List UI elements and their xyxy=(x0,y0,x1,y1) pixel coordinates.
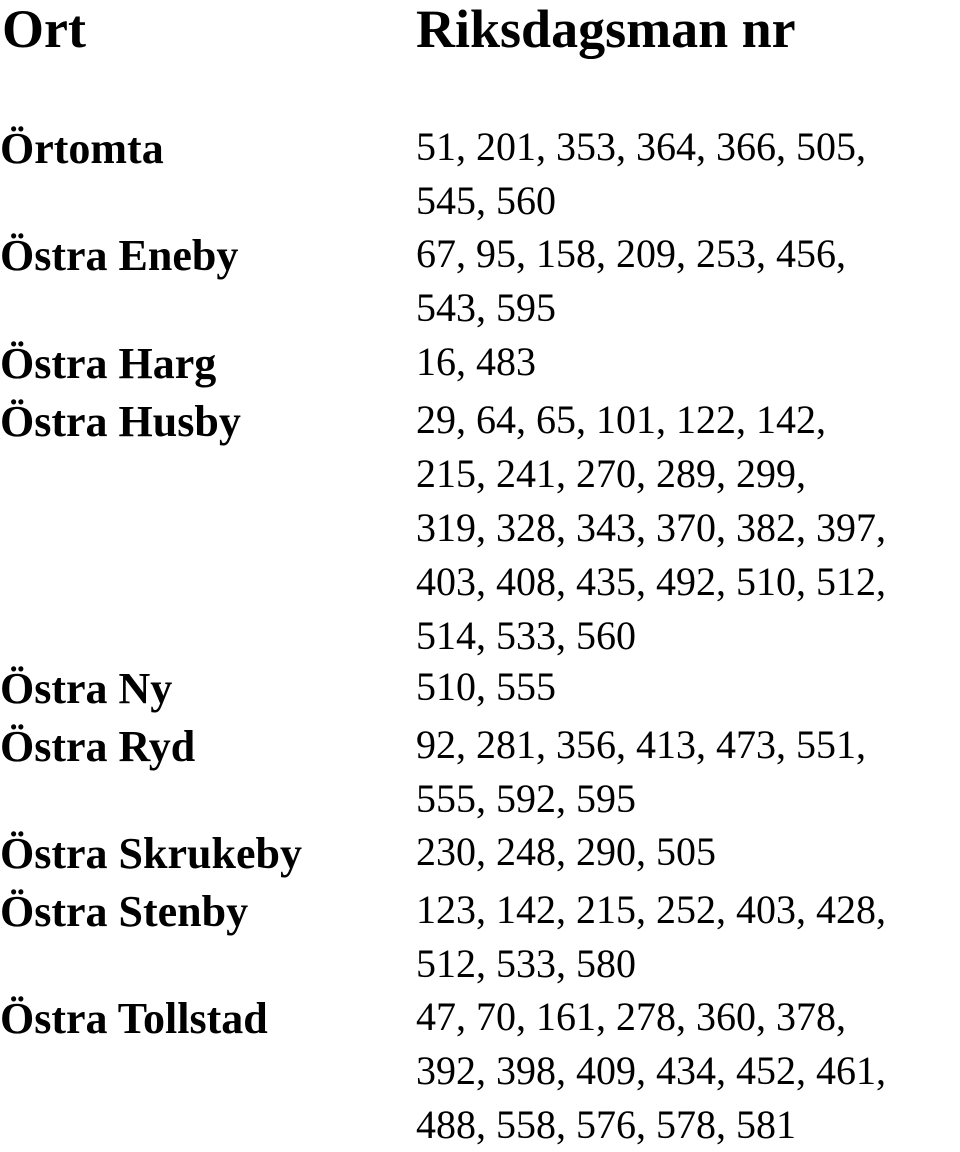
numbers-line: 510, 555 xyxy=(416,664,556,709)
numbers-line: 545, 560 xyxy=(416,178,556,223)
place-name: Östra Tollstad xyxy=(0,994,268,1043)
numbers-line: 392, 398, 409, 434, 452, 461, xyxy=(416,1048,886,1093)
numbers-line: 67, 95, 158, 209, 253, 456, xyxy=(416,231,846,276)
place-name: Östra Eneby xyxy=(0,231,239,280)
place-name: Östra Ny xyxy=(0,664,173,713)
place-name: Östra Harg xyxy=(0,339,217,388)
column-header-riksdagsman-nr: Riksdagsman nr xyxy=(416,0,796,59)
numbers-line: 16, 483 xyxy=(416,339,536,384)
member-numbers xyxy=(416,990,886,1152)
numbers-line: 555, 592, 595 xyxy=(416,776,636,821)
place-name: Örtomta xyxy=(0,124,164,173)
place-name: Östra Husby xyxy=(0,397,241,446)
numbers-line: 215, 241, 270, 289, 299, xyxy=(416,451,806,496)
numbers-line: 51, 201, 353, 364, 366, 505, xyxy=(416,124,866,169)
numbers-line: 29, 64, 65, 101, 122, 142, xyxy=(416,397,826,442)
column-header-ort: Ort xyxy=(2,0,86,59)
numbers-line: 230, 248, 290, 505 xyxy=(416,829,716,874)
numbers-line: 403, 408, 435, 492, 510, 512, xyxy=(416,559,886,604)
place-name: Östra Ryd xyxy=(0,722,196,771)
member-numbers xyxy=(416,660,556,714)
numbers-line: 488, 558, 576, 578, 581 xyxy=(416,1102,796,1147)
member-numbers xyxy=(416,825,716,879)
member-numbers xyxy=(416,335,536,389)
numbers-line: 319, 328, 343, 370, 382, 397, xyxy=(416,505,886,550)
place-name: Östra Skrukeby xyxy=(0,829,302,878)
numbers-line: 123, 142, 215, 252, 403, 428, xyxy=(416,887,886,932)
numbers-line: 92, 281, 356, 413, 473, 551, xyxy=(416,722,866,767)
member-numbers xyxy=(416,227,846,335)
member-numbers xyxy=(416,120,866,228)
numbers-line: 47, 70, 161, 278, 360, 378, xyxy=(416,994,846,1039)
place-name: Östra Stenby xyxy=(0,887,249,936)
member-numbers xyxy=(416,883,886,991)
numbers-line: 512, 533, 580 xyxy=(416,941,636,986)
numbers-line: 514, 533, 560 xyxy=(416,613,636,658)
table-header xyxy=(0,0,960,60)
member-numbers xyxy=(416,393,886,663)
numbers-line: 543, 595 xyxy=(416,285,556,330)
member-numbers xyxy=(416,718,866,826)
